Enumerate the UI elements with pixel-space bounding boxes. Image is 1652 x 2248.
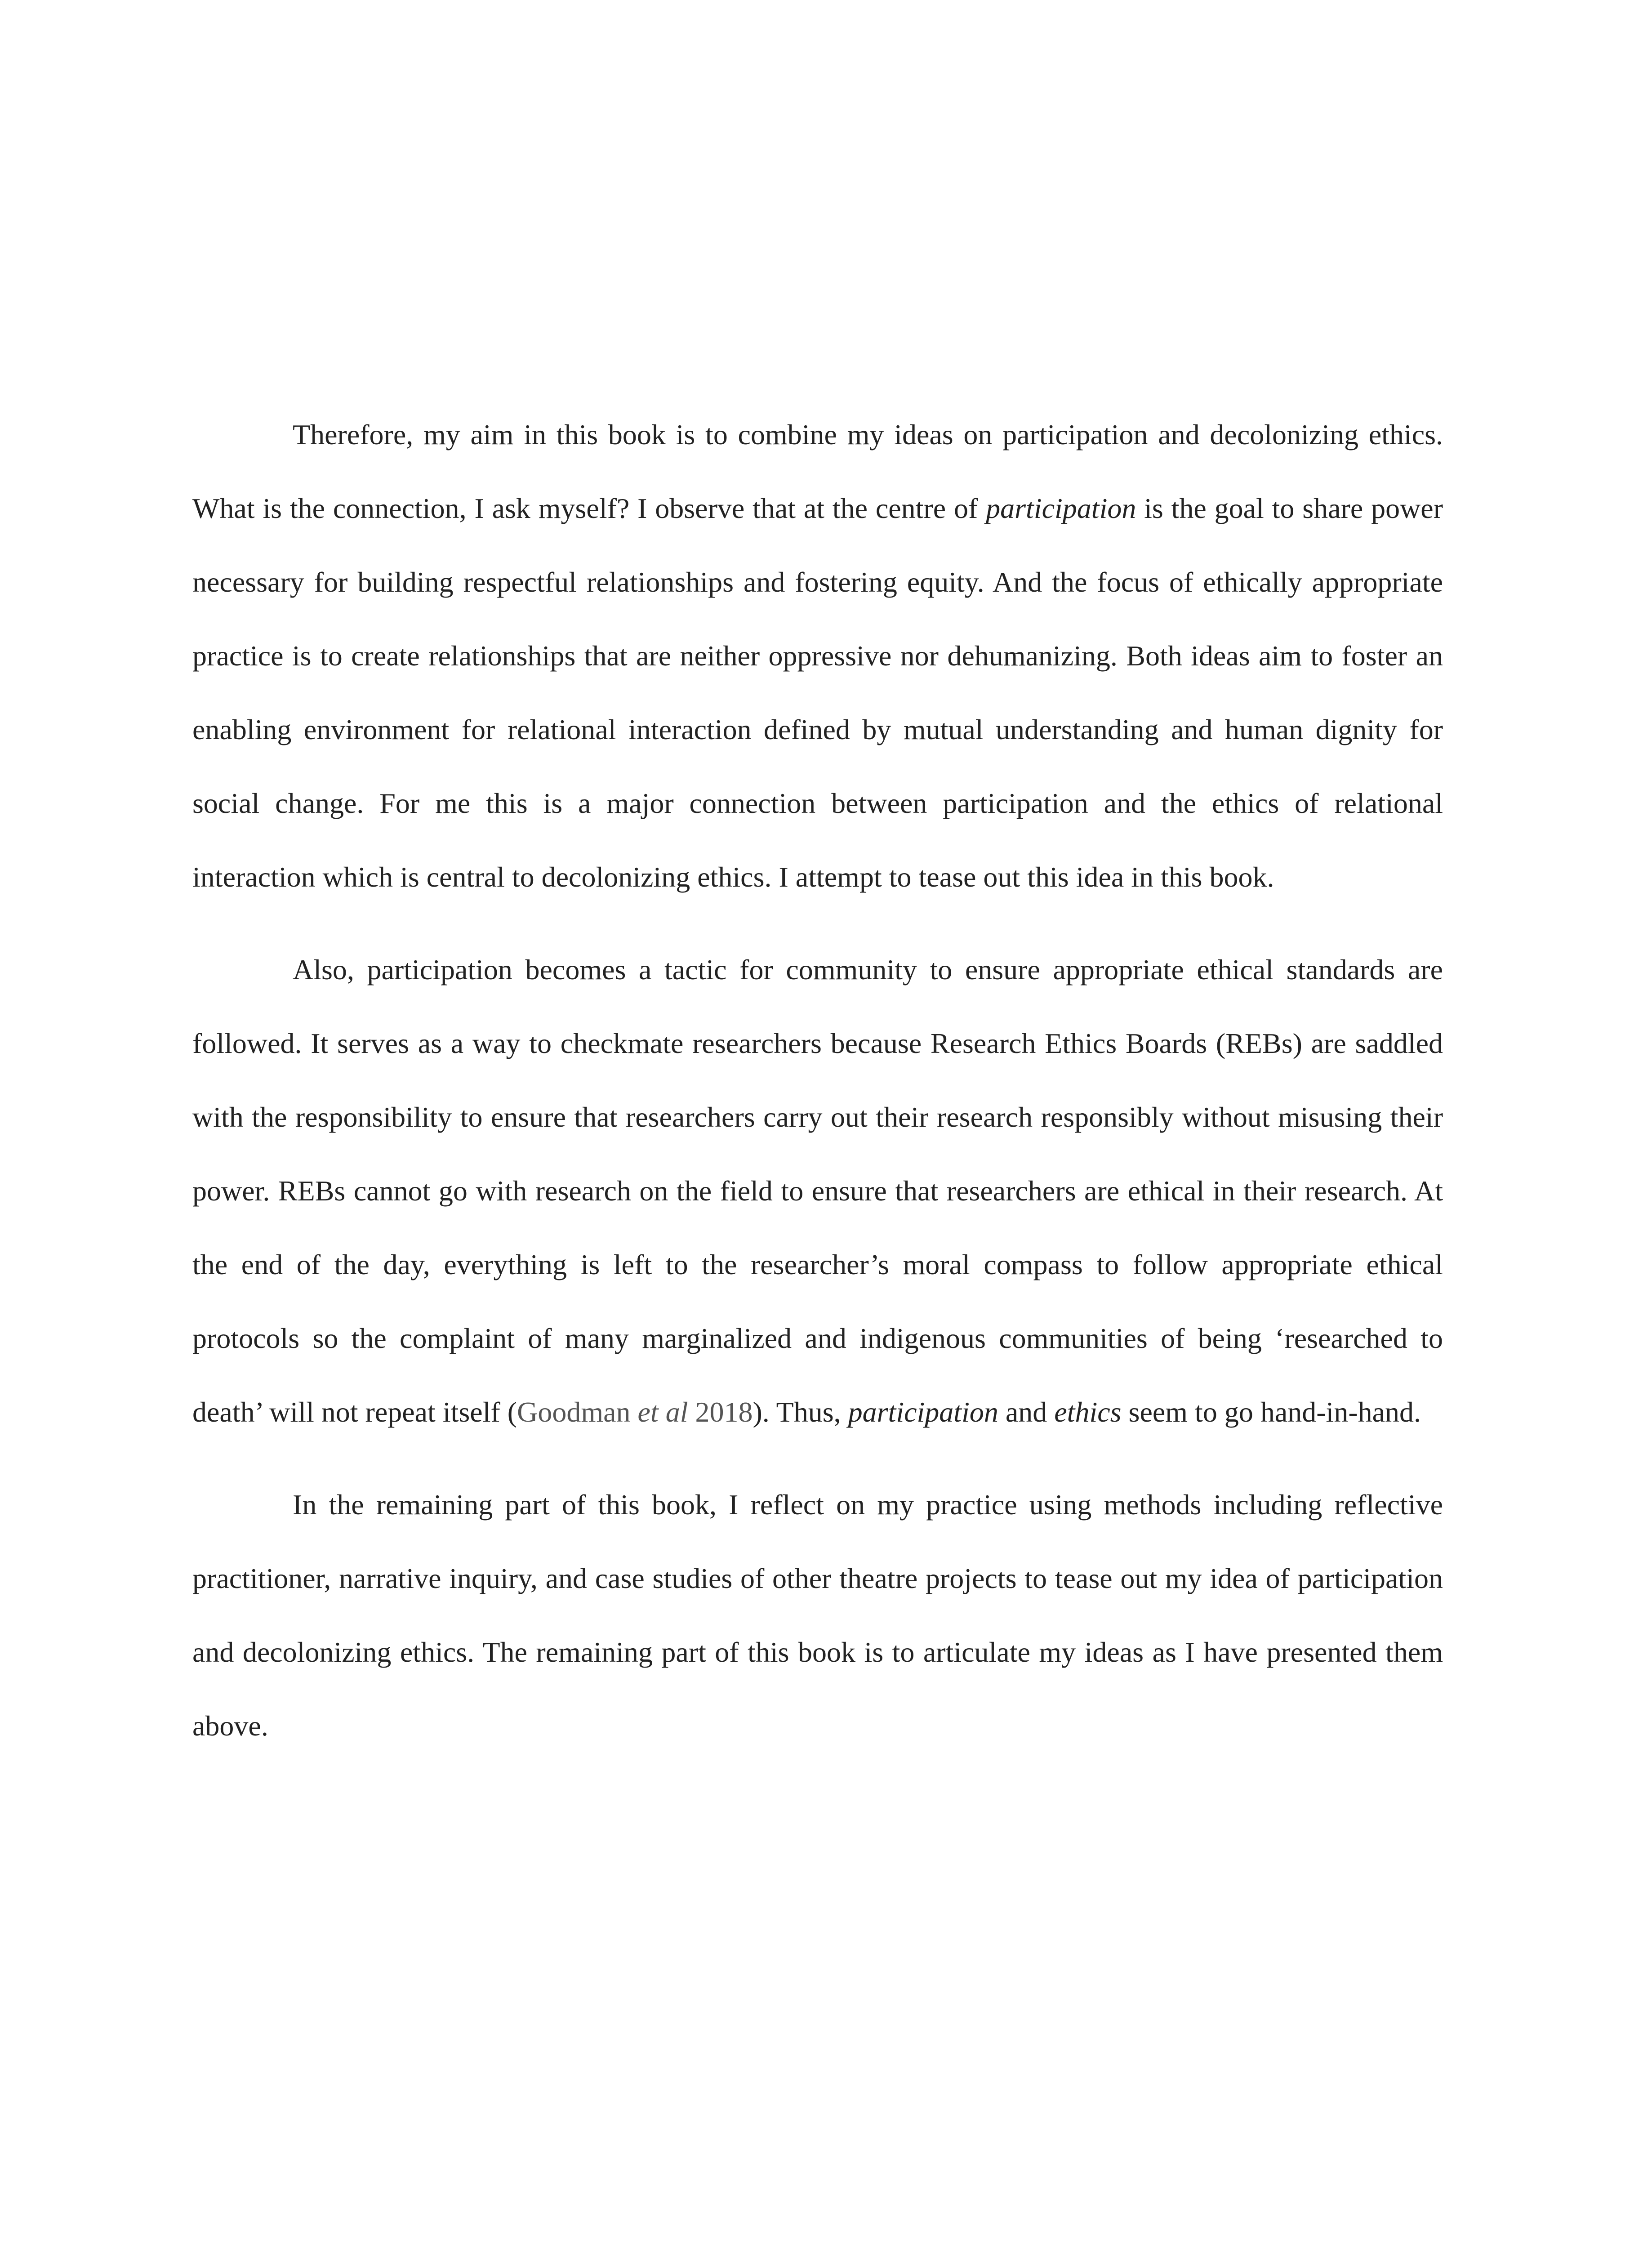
paragraph-2-text: Also, participation becomes a tactic for community to ensure appropriate ethical standards are followed. It serves as a way to checkmate researchers because Research Ethics Boards (REBs) are saddled with the responsibility to ensure that researchers carry out their research responsibly without misusing their power. REBs cannot go with research on the field to ensure that researchers are ethical in their research. At the end of the day, everything is left to the researcher’s moral compass to follow appropriate ethical protocols so the complaint of many marginalized and indigenous communities of being ‘researched to death’ will not repeat itself ( [192,954,1443,1428]
paragraph-2-text-and: and [998,1396,1055,1428]
body-text [192,398,1443,1763]
paragraph-1-text-continued: is the goal to share power necessary for building respectful relationships and fostering equity. And the focus of ethically appropriate practice is to create relationships that are neither oppressive nor dehumanizing. Both ideas aim to foster an enabling environment for relational interaction defined by mutual understanding and human dignity for social change. For me this is a major connection between participation and the ethics of relational interaction which is central to decolonizing ethics. I attempt to tease out this idea in this book. [192,492,1443,893]
citation-et-al: et al [637,1396,688,1428]
paragraph-2-italic-ethics: ethics [1054,1396,1122,1428]
citation-author: Goodman [517,1396,638,1428]
paragraph-2-text-end: seem to go hand-in-hand. [1121,1396,1421,1428]
paragraph-2-text-thus: ). Thus, [753,1396,848,1428]
paragraph-3-text: In the remaining part of this book, I reflect on my practice using methods including reflective practitioner, narrative inquiry, and case studies of other theatre projects to tease out my idea of participation and decolonizing ethics. The remaining part of this book is to articulate my ideas as I have presented them above. [192,1489,1443,1742]
paragraph-2 [192,933,1443,1449]
paragraph-1-text: Therefore, my aim in this book is to combine my ideas on participation and decolonizing ethics. What is the connection, I ask myself? I observe that at the centre of [192,419,1443,524]
paragraph-1 [192,398,1443,914]
paragraph-1-italic-participation: participation [986,492,1136,524]
citation-year: 2018 [688,1396,753,1428]
paragraph-3 [192,1468,1443,1763]
paragraph-2-italic-participation: participation [848,1396,998,1428]
